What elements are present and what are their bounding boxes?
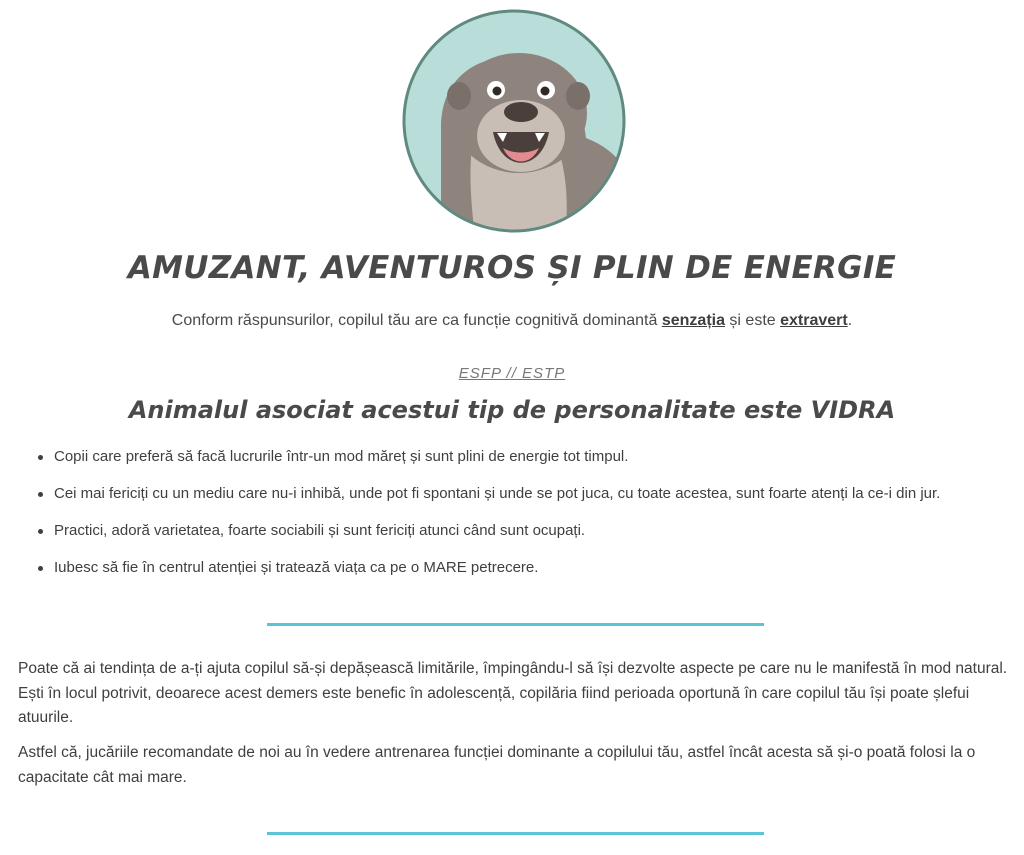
personality-type-code: ESFP // ESTP	[458, 365, 566, 382]
body-paragraph-2: Astfel că, jucăriile recomandate de noi au în vedere antrenarea funcției dominante a copilului tău, astfel încât acesta să și-o poată folosi la o capacitate cât mai mare.	[18, 744, 976, 786]
subtitle-text-middle: și este	[724, 312, 781, 329]
body-paragraph-1: Poate că ai tendința de a-ți ajuta copilul să-și depășească limitările, împingându-l să își dezvolte aspecte pe care nu le manifestă în mod natural. Ești în locul potrivit, deoarece acest demers este benefic în adolescență, copilăria fiind perioada oportună în care copilul tău își poate șlefui atuurile.	[18, 660, 1008, 726]
list-item: Copii care preferă să facă lucrurile într-un mod măreț și sunt plini de energie tot timpul.	[36, 446, 1006, 468]
traits-list	[36, 446, 1006, 594]
animal-heading: Animalul asociat acestui tip de personalitate este VIDRA	[128, 396, 896, 424]
otter-avatar	[401, 8, 627, 234]
list-item: Practici, adoră varietatea, foarte sociabili și sunt fericiți atunci când sunt ocupați.	[36, 520, 1006, 542]
result-subtitle	[0, 312, 1024, 330]
subtitle-text-before: Conform răspunsurilor, copilul tău are ca funcție cognitivă dominantă	[171, 312, 662, 329]
section-divider	[267, 832, 764, 835]
otter-illustration-icon	[401, 8, 627, 234]
subtitle-text-after: .	[847, 312, 853, 329]
list-item: Cei mai fericiți cu un mediu care nu-i inhibă, unde pot fi spontani și unde se pot juca, cu toate acestea, sunt foarte atenți la ce-i din jur.	[36, 483, 1006, 505]
senzatia-link[interactable]: senzația	[661, 312, 725, 329]
list-item: Iubesc să fie în centrul atenției și tratează viața ca pe o MARE petrecere.	[36, 557, 1006, 579]
page-title: AMUZANT, AVENTUROS ȘI PLIN DE ENERGIE	[127, 250, 897, 286]
section-divider	[267, 623, 764, 626]
extravert-link[interactable]: extravert	[780, 312, 848, 329]
